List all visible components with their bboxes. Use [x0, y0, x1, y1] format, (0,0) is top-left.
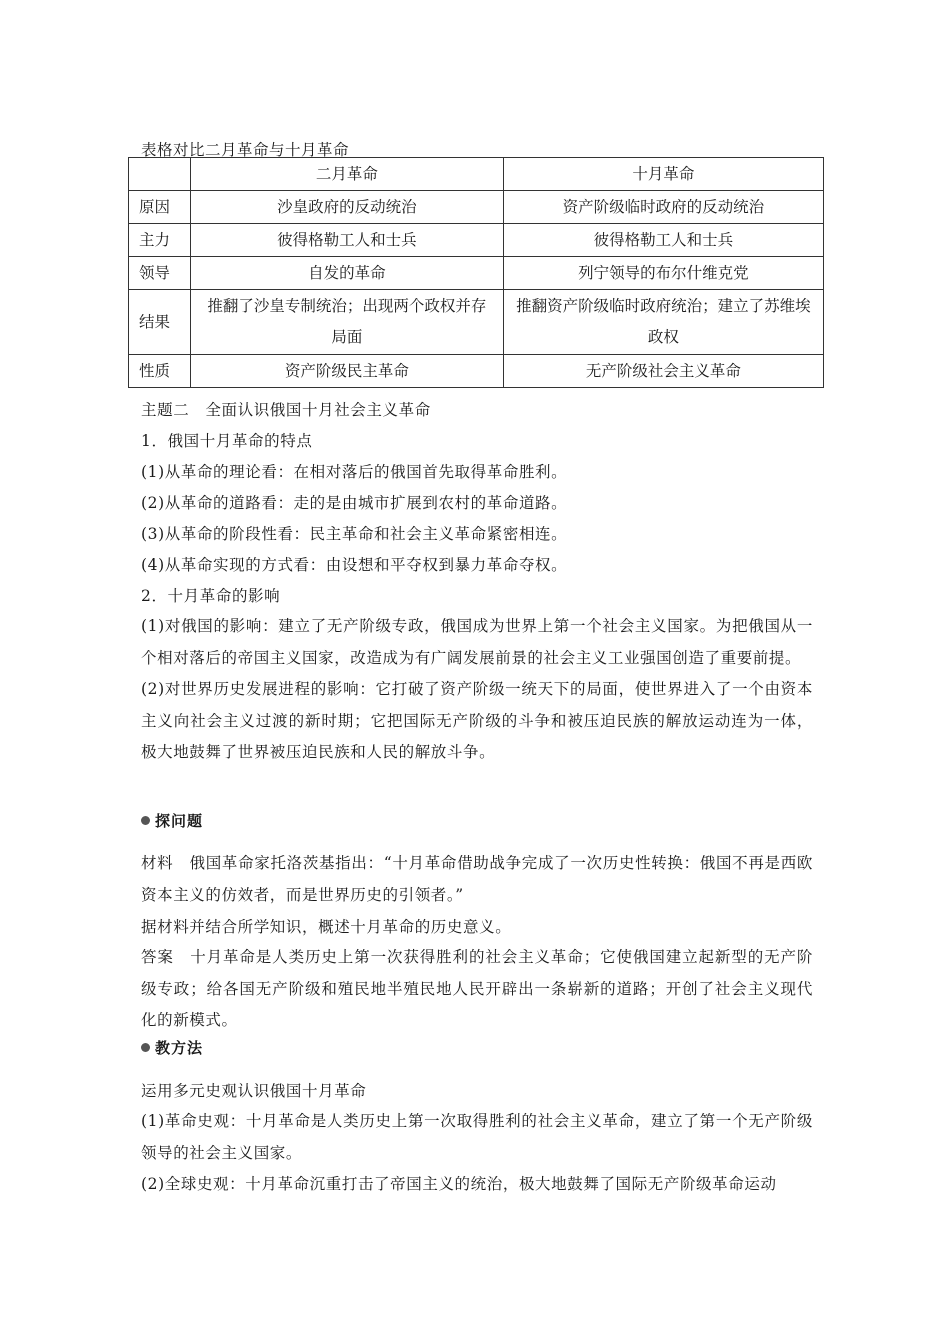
february-cell: 自发的革命 — [191, 257, 504, 290]
february-cell: 资产阶级民主革命 — [191, 355, 504, 388]
row-label: 领导 — [129, 257, 191, 290]
method-intro: 运用多元史观认识俄国十月革命 — [141, 1082, 367, 1100]
table-row — [129, 191, 824, 224]
list-item: (4)从革命实现的方式看：由设想和平夺权到暴力革命夺权。 — [141, 556, 568, 574]
theme-two-section — [141, 394, 813, 769]
header-cell-empty — [129, 158, 191, 191]
method-section — [141, 1032, 813, 1201]
row-label: 主力 — [129, 224, 191, 257]
question-text: 据材料并结合所学知识，概述十月革命的历史意义。 — [141, 918, 512, 936]
october-cell: 资产阶级临时政府的反动统治 — [503, 191, 823, 224]
list-item: (1)从革命的理论看：在相对落后的俄国首先取得革命胜利。 — [141, 463, 568, 481]
february-cell: 推翻了沙皇专制统治；出现两个政权并存局面 — [191, 290, 504, 355]
row-label: 结果 — [129, 290, 191, 355]
explore-heading — [141, 805, 813, 836]
explore-heading-label: 探问题 — [155, 811, 204, 830]
impact-on-world-paragraph: (2)对世界历史发展进程的影响：它打破了资产阶级一统天下的局面，使世界进入了一个由资本主义向社会主义过渡的新时期；它把国际无产阶级的斗争和被压迫民族的解放运动连为一体，极大地鼓舞了世界被压迫民族和人民的解放斗争。 — [141, 680, 813, 761]
row-label: 性质 — [129, 355, 191, 388]
october-cell: 彼得格勒工人和士兵 — [503, 224, 823, 257]
answer-paragraph: 答案 十月革命是人类历史上第一次获得胜利的社会主义革命；它使俄国建立起新型的无产阶级专政；给各国无产阶级和殖民地半殖民地人民开辟出一条崭新的道路；开创了社会主义现代化的新模式。 — [141, 948, 813, 1029]
february-cell: 沙皇政府的反动统治 — [191, 191, 504, 224]
bullet-dot-icon — [141, 1043, 150, 1052]
impact-on-russia-paragraph: (1)对俄国的影响：建立了无产阶级专政，俄国成为世界上第一个社会主义国家。为把俄国从一个相对落后的帝国主义国家，改造成为有广阔发展前景的社会主义工业强国创造了重要前提。 — [141, 617, 813, 667]
material-paragraph: 材料 俄国革命家托洛茨基指出：“十月革命借助战争完成了一次历史性转换：俄国不再是西欧资本主义的仿效者，而是世界历史的引领者。” — [141, 854, 813, 904]
table-caption: 表格对比二月革命与十月革命 — [141, 141, 350, 159]
october-cell: 推翻资产阶级临时政府统治；建立了苏维埃政权 — [503, 290, 823, 355]
october-cell: 无产阶级社会主义革命 — [503, 355, 823, 388]
theme-two-title: 主题二 全面认识俄国十月社会主义革命 — [141, 401, 431, 419]
header-cell-october: 十月革命 — [503, 158, 823, 191]
method-paragraph-2: (2)全球史观：十月革命沉重打击了帝国主义的统治，极大地鼓舞了国际无产阶级革命运动 — [141, 1175, 777, 1193]
section-2-title: 2．十月革命的影响 — [141, 587, 281, 605]
february-cell: 彼得格勒工人和士兵 — [191, 224, 504, 257]
section-1-title: 1．俄国十月革命的特点 — [141, 432, 313, 450]
october-cell: 列宁领导的布尔什维克党 — [503, 257, 823, 290]
header-cell-february: 二月革命 — [191, 158, 504, 191]
table-header-row — [129, 158, 824, 191]
explore-section — [141, 805, 813, 1037]
method-paragraph-1: (1)革命史观：十月革命是人类历史上第一次取得胜利的社会主义革命，建立了第一个无产阶级领导的社会主义国家。 — [141, 1112, 813, 1162]
table-row — [129, 290, 824, 355]
row-label: 原因 — [129, 191, 191, 224]
table-row — [129, 355, 824, 388]
comparison-table — [128, 157, 824, 388]
list-item: (3)从革命的阶段性看：民主革命和社会主义革命紧密相连。 — [141, 525, 568, 543]
table-row — [129, 257, 824, 290]
bullet-dot-icon — [141, 816, 150, 825]
list-item: (2)从革命的道路看：走的是由城市扩展到农村的革命道路。 — [141, 494, 568, 512]
method-heading — [141, 1032, 813, 1063]
table-row — [129, 224, 824, 257]
method-heading-label: 教方法 — [155, 1038, 204, 1057]
